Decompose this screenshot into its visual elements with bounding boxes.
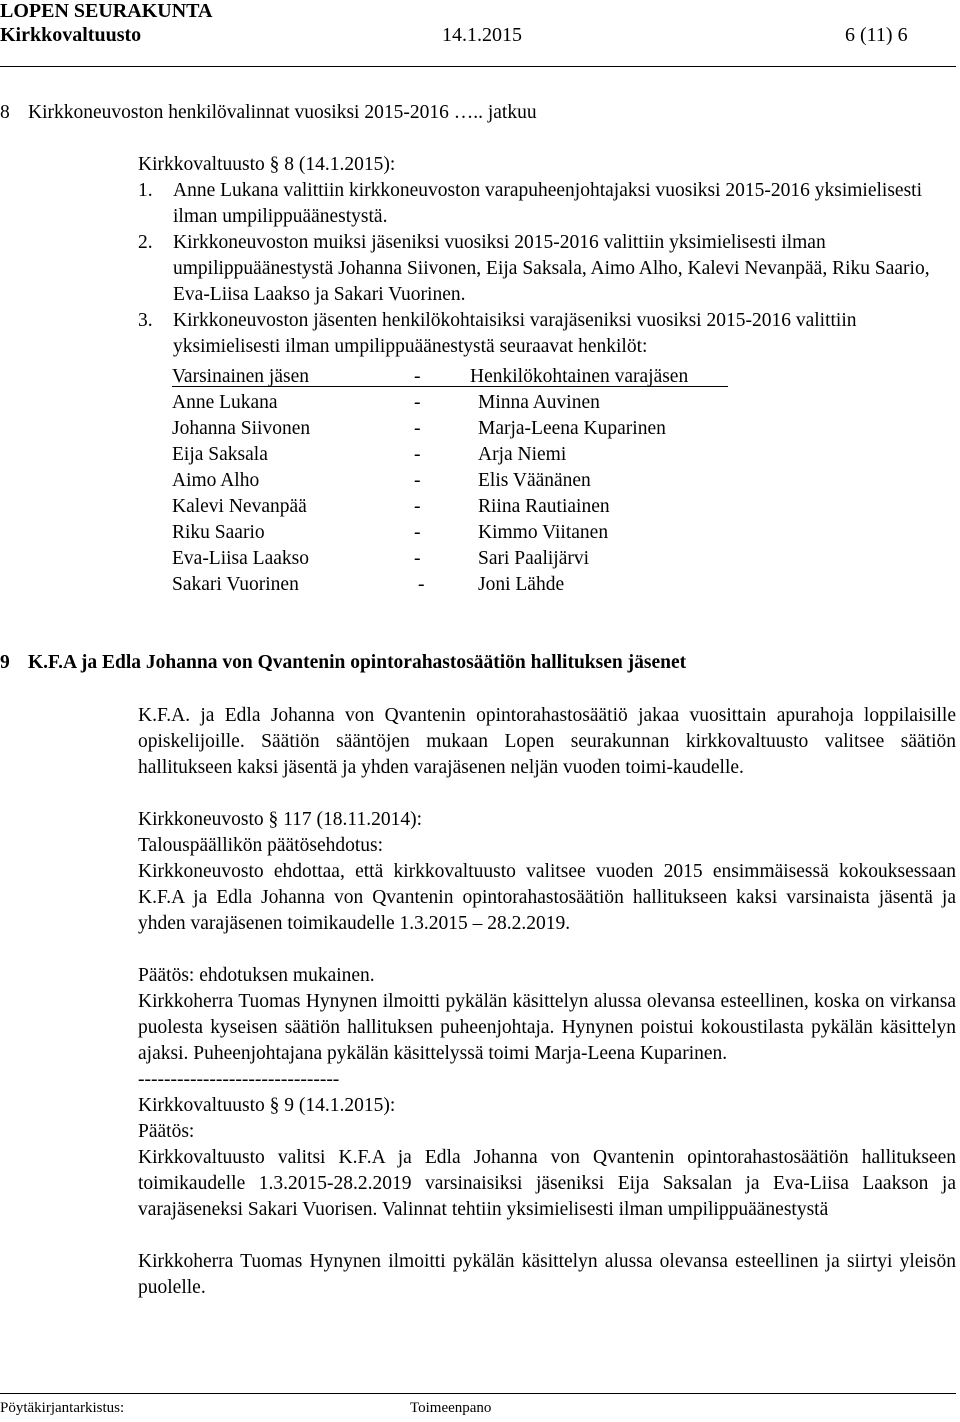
intro-paragraph: K.F.A. ja Edla Johanna von Qvantenin opintorahastosäätiö jakaa vuosittain apurahoja loppilaisille opiskelijoille. Säätiön sääntöjen mukaan Lopen seurakunnan kirkkovaltuusto valitsee säätiön hallitukseen kaksi jäsentä ja yhden varajäsenen neljän vuoden toimi-kaudelle. xyxy=(138,705,956,778)
member-cell: Kalevi Nevanpää xyxy=(172,496,307,517)
dash-cell: - xyxy=(414,418,421,439)
member-cell: Johanna Siivonen xyxy=(172,418,311,439)
deputy-cell: Marja-Leena Kuparinen xyxy=(478,418,666,439)
list-item xyxy=(138,230,956,308)
list-item-text: Kirkkoneuvoston jäsenten henkilökohtaisiksi varajäseniksi vuosiksi 2015-2016 valittiin yksimielisesti ilman umpilippuäänestystä seuraavat henkilöt: xyxy=(173,310,857,357)
member-cell: Aimo Alho xyxy=(172,470,260,491)
dash-cell: - xyxy=(414,496,421,517)
kn-reference: Kirkkoneuvosto § 117 (18.11.2014): xyxy=(138,809,422,830)
header-member: Varsinainen jäsen xyxy=(172,366,309,387)
dash-cell: - xyxy=(414,548,421,569)
decision-label: Päätös: xyxy=(138,1121,195,1142)
section-8-reference xyxy=(138,152,956,178)
dash-cell: - xyxy=(418,574,425,595)
dash-cell: - xyxy=(414,444,421,465)
proposal-label: Talouspäällikön päätösehdotus: xyxy=(138,835,384,856)
reference-text: Kirkkovaltuusto § 8 (14.1.2015): xyxy=(138,154,396,175)
footer-rule xyxy=(0,1393,956,1394)
proposal-text: Kirkkoneuvosto ehdottaa, että kirkkovaltuusto valitsee vuoden 2015 ensimmäisessä kokouksessaan K.F.A ja Edla Johanna von Qvantenin opintorahastosäätiön hallitukseen kaksi varsinaista jäsentä ja yhden varajäsenen toimikaudelle 1.3.2015 – 28.2.2019. xyxy=(138,861,956,934)
member-cell: Sakari Vuorinen xyxy=(172,574,299,595)
deputy-cell: Kimmo Viitanen xyxy=(478,522,609,543)
deputy-cell: Joni Lähde xyxy=(478,574,565,595)
section-9-number: 9 xyxy=(0,652,10,673)
list-item-text: Kirkkoneuvoston muiksi jäseniksi vuosiksi 2015-2016 valittiin yksimielisesti ilman umpilippuäänestystä Johanna Siivonen, Eija Saksala, Aimo Alho, Kalevi Nevanpää, Riku Saario, Eva-Liisa Laakso ja Sakari Vuorinen. xyxy=(173,232,930,305)
list-item-number: 2. xyxy=(138,232,153,253)
dash-cell: - xyxy=(414,470,421,491)
section-9-body xyxy=(138,703,956,1301)
member-cell: Eva-Liisa Laakso xyxy=(172,548,309,569)
section-9-title: K.F.A ja Edla Johanna von Qvantenin opintorahastosäätiön hallituksen jäsenet xyxy=(28,652,687,673)
meeting-date: 14.1.2015 xyxy=(442,24,522,46)
member-cell: Anne Lukana xyxy=(172,392,278,413)
decision-text: Kirkkovaltuusto valitsi K.F.A ja Edla Johanna von Qvantenin opintorahastosäätiön hallitukseen toimikaudelle 1.3.2015-28.2.2019 varsinaisiksi jäseniksi Eija Saksalan ja Eva-Liisa Laakson ja varajäseneksi Sakari Vuorisen. Valinnat tehtiin yksimielisesti ilman umpilippuäänestystä xyxy=(138,1147,956,1220)
conflict-note-1: Kirkkoherra Tuomas Hynynen ilmoitti pykälän käsittelyn alussa olevansa esteellinen, koska on virkansa puolesta kyseisen säätiön hallituksen puheenjohtaja. Hynynen poistui kokoustilasta pykälän käsittelyn ajaksi. Puheenjohtajana pykälän käsittelyssä toimi Marja-Leena Kuparinen. xyxy=(138,991,956,1064)
deputy-cell: Sari Paalijärvi xyxy=(478,548,590,569)
header-rule xyxy=(0,66,956,67)
section-8-title: Kirkkoneuvoston henkilövalinnat vuosiksi 2015-2016 ….. jatkuu xyxy=(28,102,537,123)
dash-cell: - xyxy=(414,392,421,413)
kv-reference: Kirkkovaltuusto § 9 (14.1.2015): xyxy=(138,1095,396,1116)
dash-cell: - xyxy=(414,522,421,543)
deputy-cell: Minna Auvinen xyxy=(478,392,600,413)
organization-name: LOPEN SEURAKUNTA xyxy=(0,0,213,22)
header-underline xyxy=(172,386,728,387)
deputy-cell: Arja Niemi xyxy=(478,444,567,465)
section-8-list xyxy=(138,178,956,360)
member-cell: Riku Saario xyxy=(172,522,265,543)
list-item-number: 3. xyxy=(138,310,153,331)
page-number: 6 (11) 6 xyxy=(845,24,908,46)
deputy-cell: Riina Rautiainen xyxy=(478,496,610,517)
separator-line: ------------------------------- xyxy=(138,1069,340,1090)
section-8-number: 8 xyxy=(0,102,10,123)
list-item xyxy=(138,308,956,360)
list-item-number: 1. xyxy=(138,180,153,201)
list-item-text: Anne Lukana valittiin kirkkoneuvoston varapuheenjohtajaksi vuosiksi 2015-2016 yksimielisesti ilman umpilippuäänestystä. xyxy=(173,180,923,227)
header-dash: - xyxy=(414,366,421,387)
member-cell: Eija Saksala xyxy=(172,444,268,465)
footer-execution: Toimeenpano xyxy=(410,1400,492,1416)
footer-checking: Pöytäkirjantarkistus: xyxy=(0,1400,125,1416)
deputy-cell: Elis Väänänen xyxy=(478,470,591,491)
header-deputy: Henkilökohtainen varajäsen xyxy=(470,366,689,387)
meeting-body: Kirkkovaltuusto xyxy=(0,24,142,46)
conflict-note-2: Kirkkoherra Tuomas Hynynen ilmoitti pykälän käsittelyn alussa olevansa esteellinen ja siirtyi yleisön puolelle. xyxy=(138,1251,956,1298)
list-item xyxy=(138,178,956,230)
decision-kn: Päätös: ehdotuksen mukainen. xyxy=(138,965,375,986)
